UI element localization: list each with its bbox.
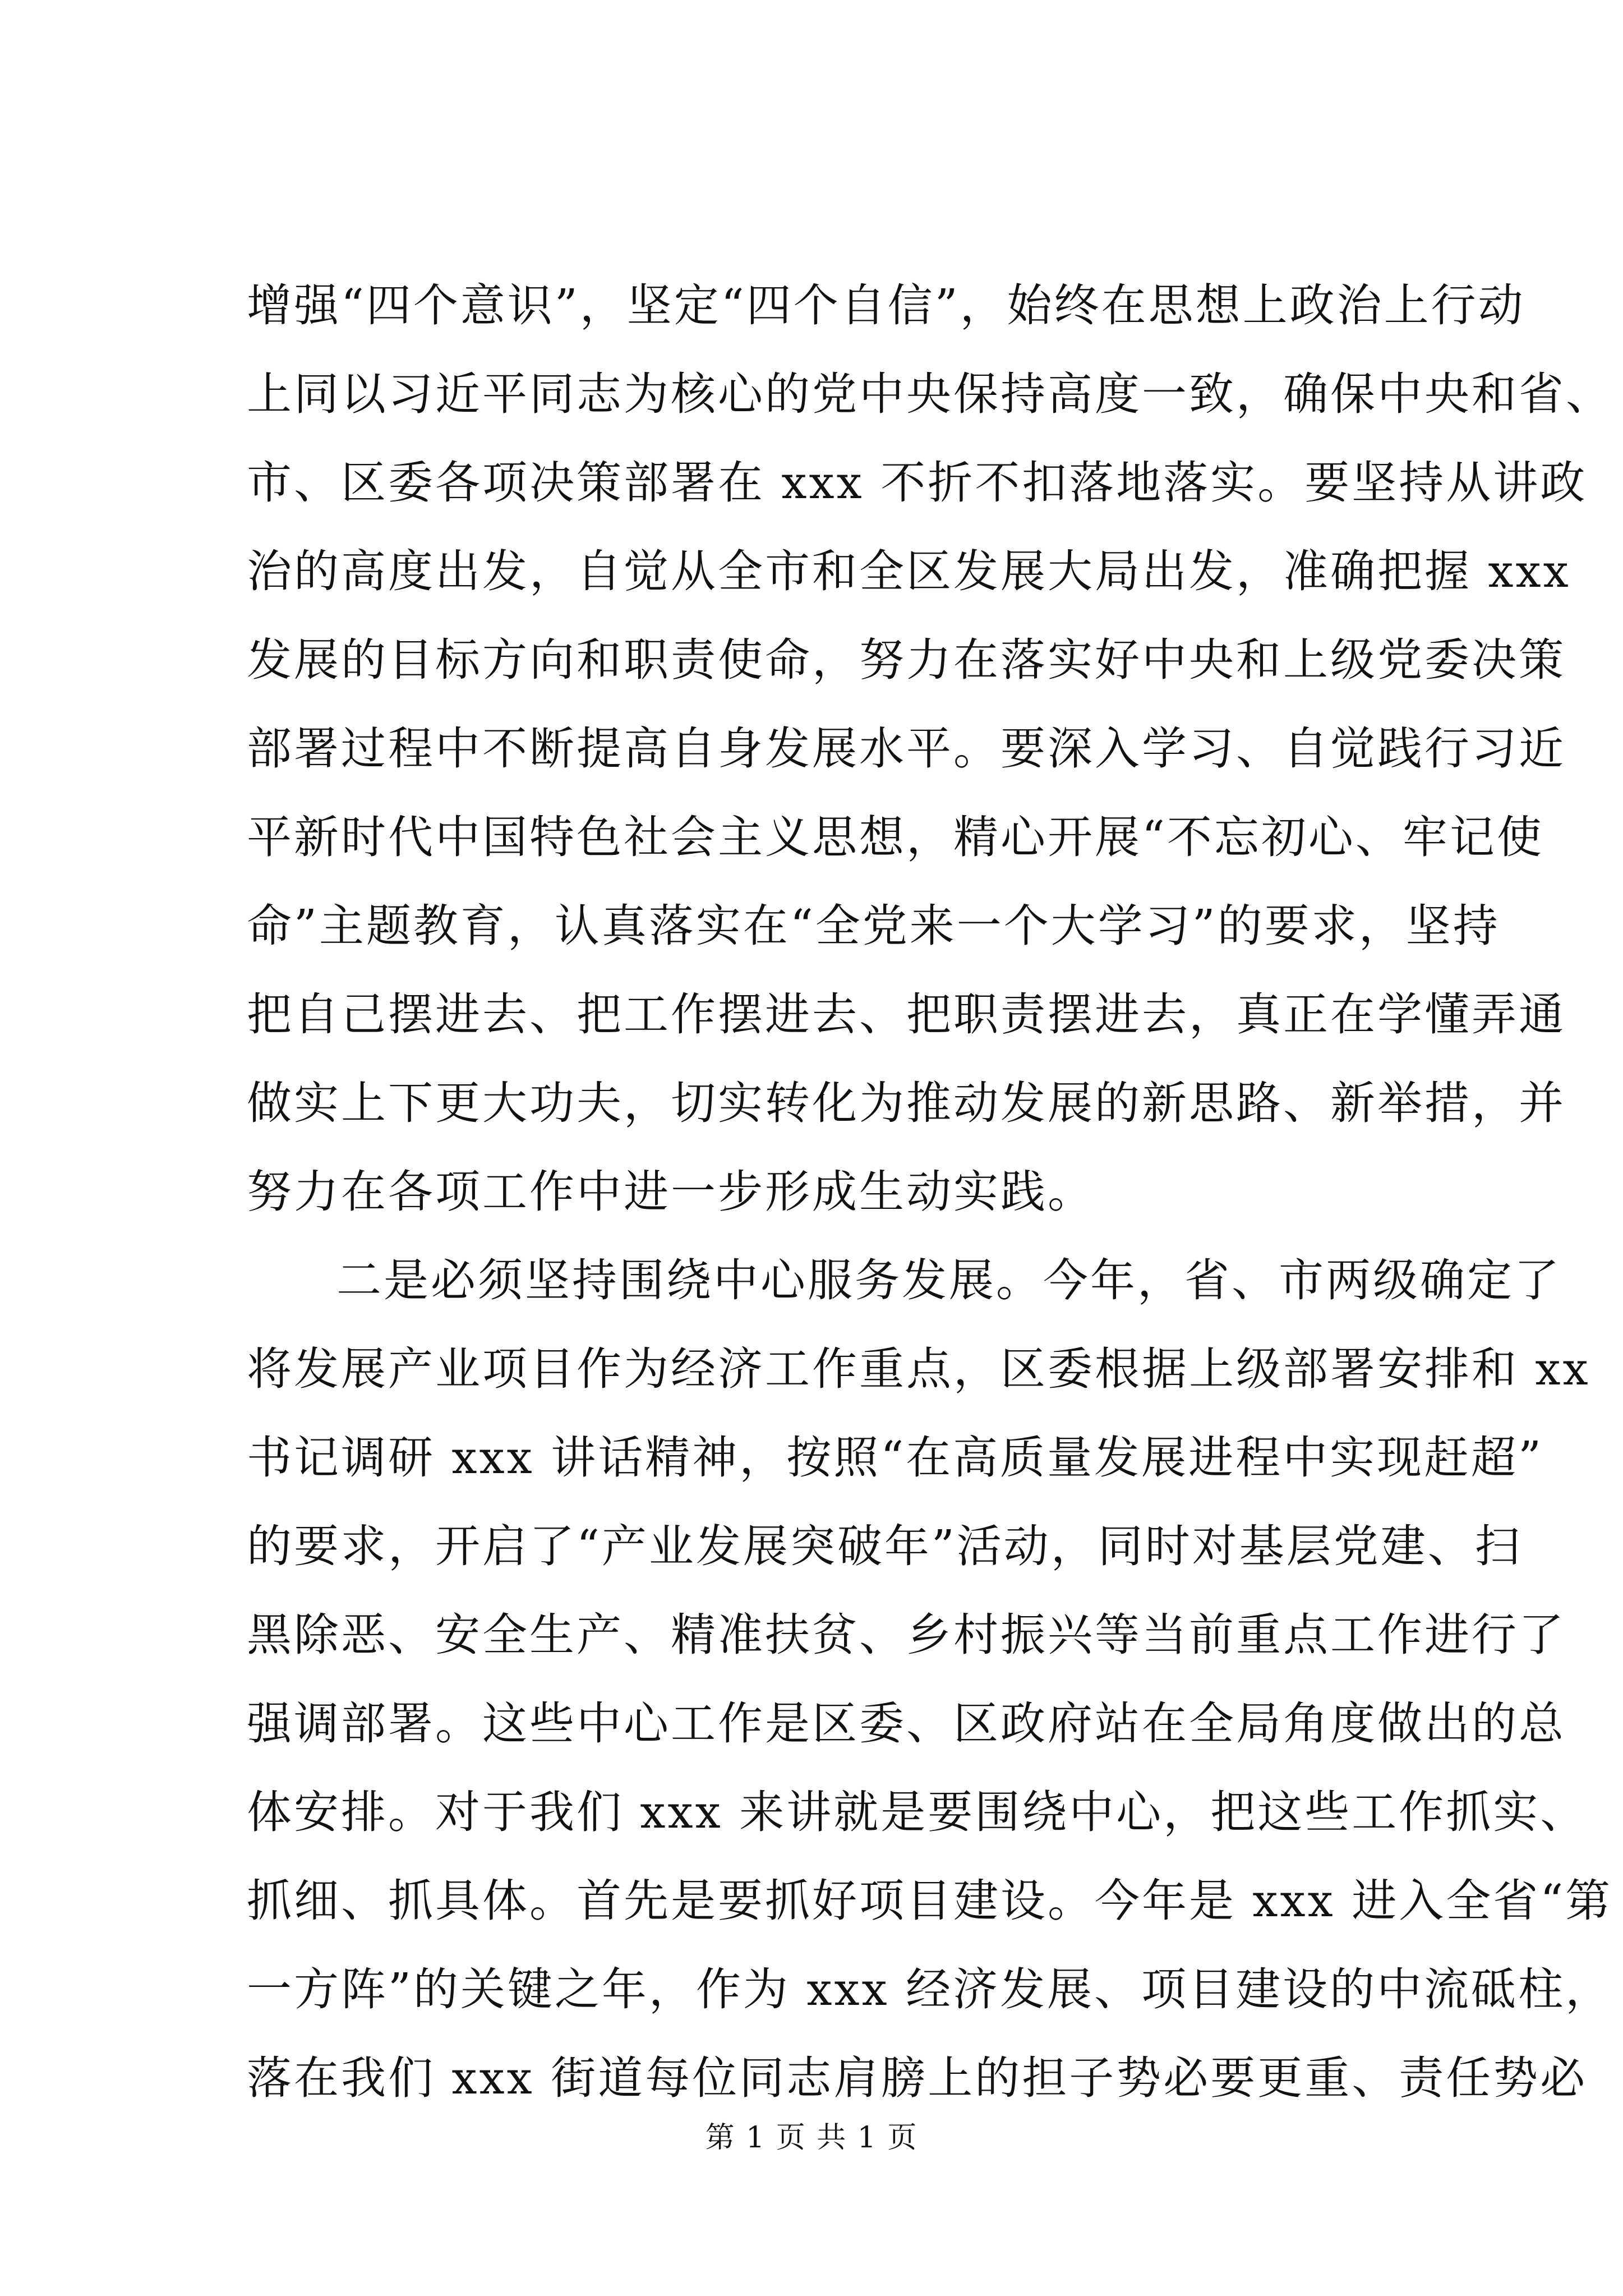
text-line: 把自己摆进去、把工作摆进去、把职责摆进去，真正在学懂弄通	[247, 988, 1566, 1041]
text-line: 的要求，开启了“产业发展突破年”活动，同时对基层党建、扫	[247, 1520, 1522, 1572]
text-line: 做实上下更大功夫，切实转化为推动发展的新思路、新举措，并	[247, 1077, 1566, 1129]
text-line: 落在我们 xxx 街道每位同志肩膀上的担子势必要更重、责任势必	[247, 2052, 1588, 2104]
text-line: 命”主题教育，认真落实在“全党来一个大学习”的要求，坚持	[247, 900, 1500, 952]
text-line: 一方阵”的关键之年，作为 xxx 经济发展、项目建设的中流砥柱，	[247, 1963, 1613, 2016]
document-body	[247, 261, 1613, 2123]
text-line: 平新时代中国特色社会主义思想，精心开展“不忘初心、牢记使	[247, 811, 1544, 863]
page-footer: 第 1 页 共 1 页	[705, 2121, 918, 2155]
text-line: 市、区委各项决策部署在 xxx 不折不扣落地落实。要坚持从讲政	[247, 457, 1588, 509]
text-line: 抓细、抓具体。首先是要抓好项目建设。今年是 xxx 进入全省“第	[247, 1875, 1613, 1927]
text-line: 体安排。对于我们 xxx 来讲就是要围绕中心，把这些工作抓实、	[247, 1786, 1588, 1838]
text-line: 书记调研 xxx 讲话精神，按照“在高质量发展进程中实现赶超”	[247, 1432, 1544, 1484]
paragraph-start-line: 二是必须坚持围绕中心服务发展。今年，省、市两级确定了	[336, 1254, 1561, 1306]
text-line: 努力在各项工作中进一步形成生动实践。	[247, 1166, 1095, 1218]
text-line: 治的高度出发，自觉从全市和全区发展大局出发，准确把握 xxx	[247, 545, 1571, 597]
text-line: 上同以习近平同志为核心的党中央保持高度一致，确保中央和省、	[247, 368, 1613, 420]
text-line: 增强“四个意识”，坚定“四个自信”，始终在思想上政治上行动	[247, 279, 1525, 332]
text-line: 强调部署。这些中心工作是区委、区政府站在全局角度做出的总	[247, 1697, 1566, 1750]
text-line: 发展的目标方向和职责使命，努力在落实好中央和上级党委决策	[247, 634, 1566, 686]
text-line: 将发展产业项目作为经济工作重点，区委根据上级部署安排和 xx	[247, 1343, 1590, 1395]
text-line: 黑除恶、安全生产、精准扶贫、乡村振兴等当前重点工作进行了	[247, 1609, 1566, 1661]
text-line: 部署过程中不断提高自身发展水平。要深入学习、自觉践行习近	[247, 723, 1566, 775]
